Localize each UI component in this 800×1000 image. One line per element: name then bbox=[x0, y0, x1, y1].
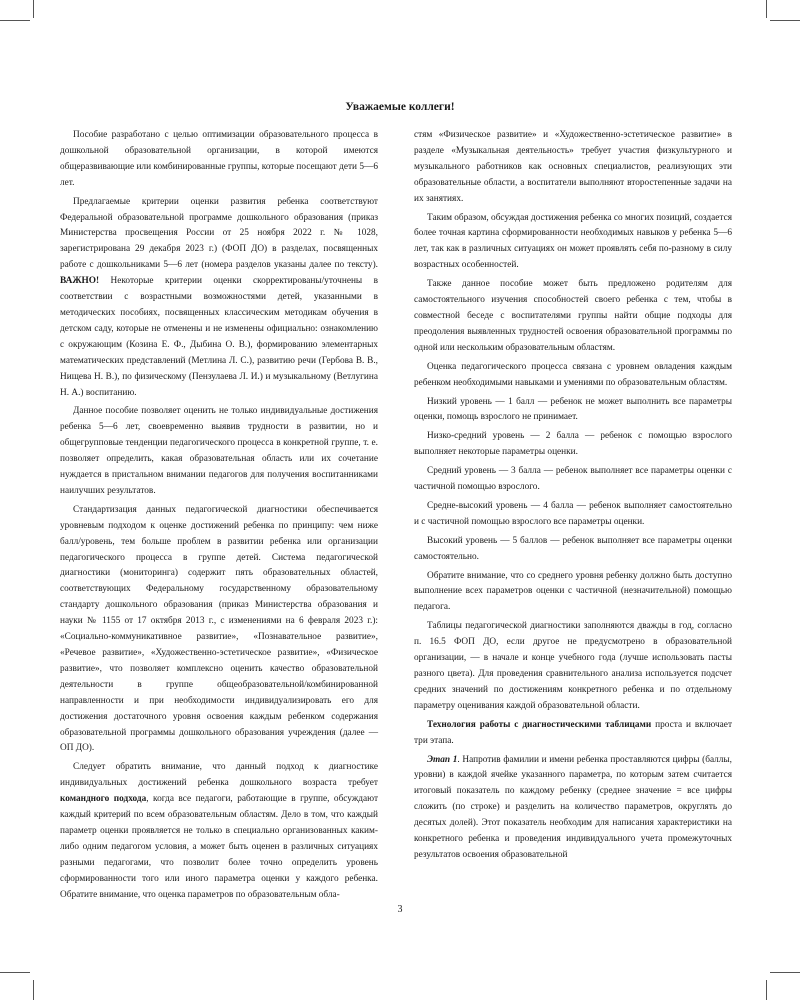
paragraph-text: Средний уровень — 3 балла — ребенок выполняет все параметры оценки с частичной помощью взрослого. bbox=[414, 466, 732, 493]
paragraph-text: стям «Физическое развитие» и «Художественно-эстетическое развитие» в разделе «Музыкальная деятельность» требует участия физкультурного и музыкального работников как основных специалистов, реализующих эти образовательные области, а воспитатели выполняют второстепенные задачи на их занятиях. bbox=[414, 130, 732, 204]
paragraph bbox=[414, 619, 732, 714]
paragraph-text: Высокий уровень — 5 баллов — ребенок выполняет все параметры оценки самостоятельно. bbox=[414, 535, 732, 562]
paragraph-text: Пособие разработано с целью оптимизации образовательного процесса в дошкольной образовательной организации, в которой имеются общеразвивающие или комбинированные группы, которые посещают дети 5—6 лет. bbox=[60, 130, 378, 188]
paragraph-text: Средне-высокий уровень — 4 балла — ребенок выполняет самостоятельно и с частичной помощью взрослого все параметры оценки. bbox=[414, 500, 732, 527]
paragraph-text: , когда все педагоги, работающие в группе, обсуждают каждый критерий по всем образовательным областям. Дело в том, что каждый параметр оценки проявляется не только в специально организованных каким-либо одним педагогом условия, а может быть оценен в различных ситуациях разными педагогами, что позволит более точно определить уровень сформированности того или иного параметра оценки у каждого ребенка. Обратите внимание, что оценка параметров по образовательным обла- bbox=[60, 794, 379, 900]
crop-mark bbox=[0, 972, 30, 973]
emphasis-text: Технология работы с диагностическими таблицами bbox=[427, 719, 652, 730]
paragraph-text: проста и включает три этапа. bbox=[414, 719, 733, 746]
paragraph-text: Низко-средний уровень — 2 балла — ребенок с помощью взрослого выполняет некоторые параметры оценки. bbox=[414, 431, 732, 458]
paragraph bbox=[414, 569, 732, 617]
page-title: Уважаемые коллеги! bbox=[345, 101, 455, 113]
emphasis-text: командного подхода bbox=[60, 794, 147, 805]
paragraph bbox=[414, 753, 732, 864]
paragraph bbox=[414, 277, 732, 357]
emphasis-text: Этап 1 bbox=[427, 754, 458, 765]
paragraph bbox=[60, 404, 378, 499]
paragraph bbox=[414, 429, 732, 461]
paragraph bbox=[60, 195, 378, 402]
paragraph bbox=[414, 718, 732, 750]
paragraph-text: Некоторые критерии оценки скорректированы/уточнены в соответствии с возрастными возможностями детей, указанными в методических пособиях, посвященных классическим методикам обучения в детском саду, которые не отменены и не изменены официально: ознакомлению с окружающим (Козина Е. Ф., Дыбина О. В.), формированию элементарных математических представлений (Метлина Л. С.), развитию речи (Гербова В. В., Нищева Н. В.), по физическому (Пензулаева Л. И.) и музыкальному (Ветлугина Н. А.) воспитанию. bbox=[60, 276, 378, 398]
crop-mark bbox=[770, 20, 800, 21]
crop-mark bbox=[766, 980, 767, 1000]
paragraph bbox=[60, 503, 378, 758]
paragraph bbox=[414, 395, 732, 427]
paragraph-text: Оценка педагогического процесса связана с уровнем овладения каждым ребенком необходимыми навыками и умениями по образовательным областям. bbox=[414, 361, 732, 388]
paragraph bbox=[414, 464, 732, 496]
right-column bbox=[414, 128, 732, 864]
paragraph-text: Таким образом, обсуждая достижения ребенка со многих позиций, создается более точная картина сформированности необходимых навыков у ребенка 5—6 лет, так как в различных ситуациях он может проявлять себя по-разному в силу возрастных особенностей. bbox=[414, 212, 732, 271]
paragraph-text: Таблицы педагогической диагностики заполняются дважды в год, согласно п. 16.5 ФОП ДО, если другое не предусмотрено в образовательной организации, — в начале и конце учебного года (лучше использовать пасты разного цвета). Для проведения сравнительного анализа используется подсчет средних значений по достижениям конкретного ребенка и по отдельному параметру оценивания каждой образовательной области. bbox=[414, 621, 732, 711]
crop-mark bbox=[33, 980, 34, 1000]
paragraph bbox=[414, 360, 732, 392]
paragraph bbox=[414, 534, 732, 566]
left-column bbox=[60, 128, 378, 904]
page-number: 3 bbox=[397, 904, 403, 915]
crop-mark bbox=[33, 0, 34, 18]
paragraph-text: Данное пособие позволяет оценить не только индивидуальные достижения ребенка 5—6 лет, своевременно выявив трудности в развитии, но и общегрупповые тенденции педагогического процесса в конкретной группе, т. е. позволяет определить, какая образовательная область или их сочетание нуждается в пристальном внимании педагогов для получения воспитанниками наилучших результатов. bbox=[60, 406, 378, 496]
paragraph bbox=[414, 211, 732, 275]
emphasis-text: ВАЖНО! bbox=[60, 276, 100, 287]
crop-mark bbox=[0, 20, 30, 21]
paragraph-text: Также данное пособие может быть предложено родителям для самостоятельного изучения способностей своего ребенка с тем, чтобы в совместной беседе с воспитателями группы найти общие подходы для преодоления выявленных трудностей освоения образовательной программы по одной или нескольким образовательным областям. bbox=[414, 279, 732, 353]
paragraph-text: Обратите внимание, что со среднего уровня ребенку должно быть доступно выполнение всех параметров оценки с частичной (незначительной) помощью педагога. bbox=[414, 570, 732, 613]
crop-mark bbox=[766, 0, 767, 18]
paragraph-text: Низкий уровень — 1 балл — ребенок не может выполнить все параметры оценки, помощь взрослого не принимает. bbox=[414, 396, 732, 423]
paragraph bbox=[414, 499, 732, 531]
crop-mark bbox=[770, 972, 800, 973]
paragraph-text: Следует обратить внимание, что данный подход к диагностике индивидуальных достижений ребенка дошкольного возраста требует bbox=[60, 762, 378, 789]
paragraph-text: Стандартизация данных педагогической диагностики обеспечивается уровневым подходом к оценке достижений ребенка по принципу: чем ниже балл/уровень, тем больше проблем в развитии ребенка или организации педагогического процесса в группе детей. Система педагогической диагностики (мониторинга) содержит пять образовательных областей, соответствующих Федеральному государственному образовательному стандарту дошкольного образования (приказ Министерства образования и науки № 1155 от 17 октября 2013 г., с изменениями на 6 февраля 2023 г.): «Социально-коммуникативное развитие», «Познавательное развитие», «Речевое развитие», «Художественно-эстетическое развитие», «Физическое развитие», что позволяет комплексно оценить качество образовательной деятельности в группе общеобразовательной/комбинированной направленности и при необходимости индивидуализировать его для достижения достаточного уровня освоения каждым ребенком содержания образовательной программы дошкольного образования учреждения (далее — ОП ДО). bbox=[60, 504, 378, 754]
paragraph bbox=[414, 128, 732, 208]
paragraph bbox=[60, 128, 378, 192]
paragraph bbox=[60, 760, 378, 903]
paragraph-text: Предлагаемые критерии оценки развития ребенка соответствуют Федеральной образовательной программе дошкольного образования (приказ Министерства просвещения России от 25 ноября 2022 г. № 1028, зарегистрирована 29 декабря 2023 г.) (ФОП ДО) в разделах, посвященных работе с дошкольниками 5—6 лет (номера разделов указаны далее по тексту). bbox=[60, 196, 378, 271]
paragraph-text: . Напротив фамилии и имени ребенка проставляются цифры (баллы, уровни) в каждой ячейке указанного параметра, по которым затем считается итоговый показатель по каждому ребенку (среднее значение = все цифры сложить (по строке) и разделить на количество параметров, округлять до десятых долей). Этот показатель необходим для написания характеристики на конкретного ребенка и проведения индивидуального учета промежуточных результатов освоения образовательной bbox=[414, 754, 732, 860]
